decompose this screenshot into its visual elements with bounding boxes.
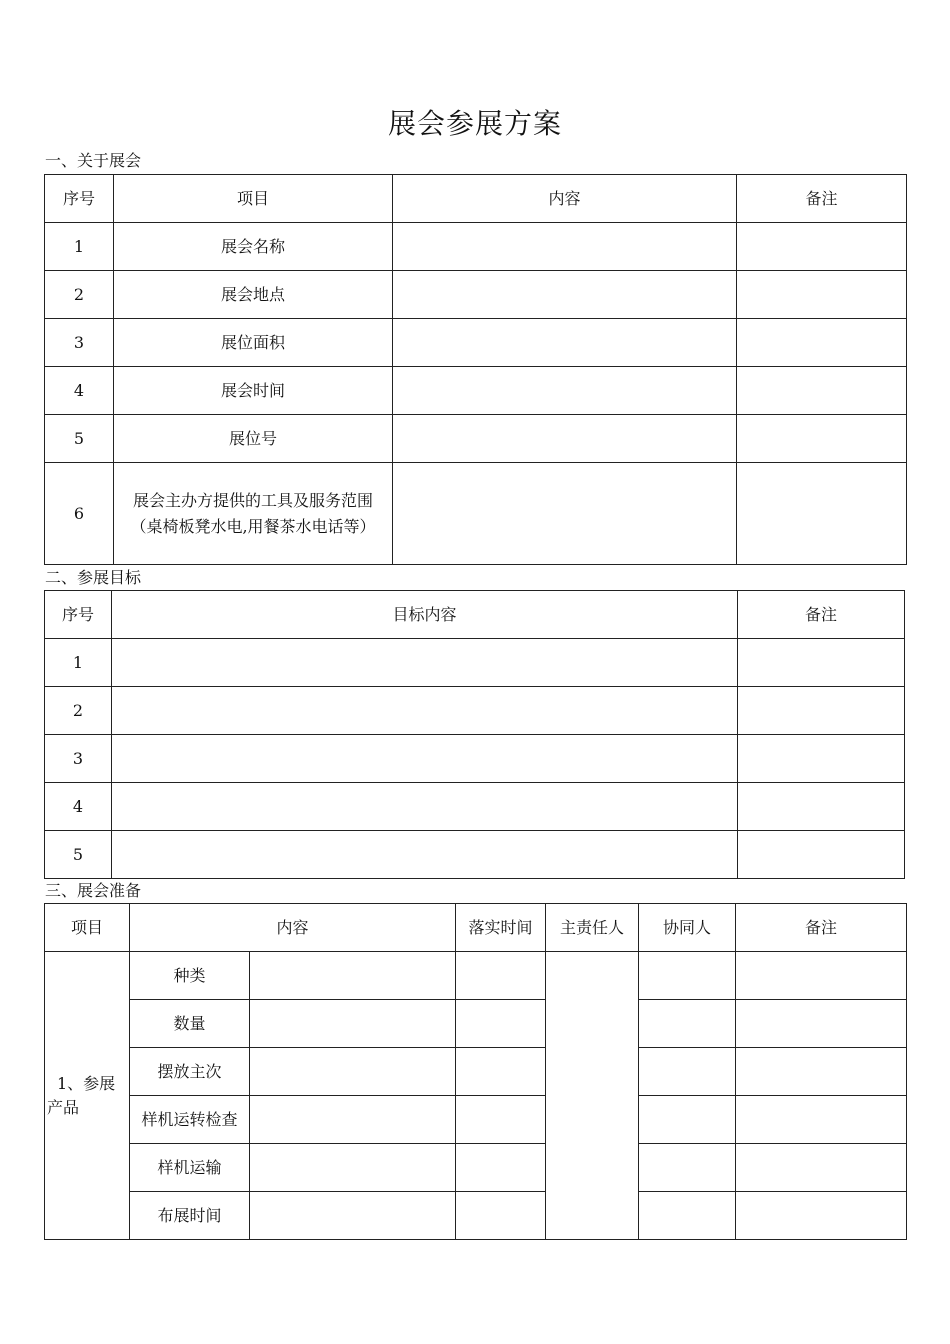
row-number: 4 [45,367,114,415]
table-row [45,831,905,879]
content-cell[interactable] [393,367,737,415]
row-number: 1 [45,639,112,687]
sub-item-label: 布展时间 [130,1192,250,1240]
table-row [45,952,907,1000]
row-number: 3 [45,319,114,367]
table-row [45,1096,907,1144]
row-item: 展会名称 [114,223,393,271]
collaborator-cell[interactable] [639,1096,736,1144]
collaborator-cell[interactable] [639,1192,736,1240]
time-cell[interactable] [456,952,546,1000]
section-1-heading: 一、关于展会 [45,151,142,170]
time-cell[interactable] [456,1192,546,1240]
table-row [45,1192,907,1240]
header-collaborator: 协同人 [639,904,736,952]
content-cell[interactable] [250,1000,456,1048]
row-number: 5 [45,831,112,879]
goal-cell[interactable] [112,735,738,783]
content-cell[interactable] [250,1144,456,1192]
content-cell[interactable] [393,271,737,319]
content-cell[interactable] [393,223,737,271]
row-item: 展会时间 [114,367,393,415]
table-row [45,735,905,783]
remark-cell[interactable] [736,1000,907,1048]
header-remark: 备注 [736,904,907,952]
remark-cell[interactable] [737,415,907,463]
row-number: 2 [45,271,114,319]
sub-item-label: 样机运转检查 [130,1096,250,1144]
table-header-row [45,591,905,639]
table-row [45,415,907,463]
sub-item-label: 样机运输 [130,1144,250,1192]
table-row [45,1000,907,1048]
header-item: 项目 [45,904,130,952]
row-number: 3 [45,735,112,783]
remark-cell[interactable] [736,1192,907,1240]
table-row [45,1048,907,1096]
table-row [45,783,905,831]
table-row [45,367,907,415]
time-cell[interactable] [456,1144,546,1192]
header-goal: 目标内容 [112,591,738,639]
header-item: 项目 [114,175,393,223]
remark-cell[interactable] [737,463,907,565]
remark-cell[interactable] [736,1096,907,1144]
row-number: 4 [45,783,112,831]
table-row [45,223,907,271]
remark-cell[interactable] [737,319,907,367]
remark-cell[interactable] [736,1144,907,1192]
collaborator-cell[interactable] [639,1144,736,1192]
sub-item-label: 摆放主次 [130,1048,250,1096]
document-title: 展会参展方案 [387,107,562,140]
collaborator-cell[interactable] [639,1000,736,1048]
row-number: 5 [45,415,114,463]
remark-cell[interactable] [736,1048,907,1096]
owner-cell[interactable] [546,952,639,1240]
time-cell[interactable] [456,1048,546,1096]
content-cell[interactable] [250,1048,456,1096]
remark-cell[interactable] [737,367,907,415]
time-cell[interactable] [456,1096,546,1144]
content-cell[interactable] [250,1192,456,1240]
section-2-heading: 二、参展目标 [45,568,142,587]
section-2-table [44,590,905,879]
group-label-line-1: 1、参展 [57,1073,116,1093]
row-item: 展位面积 [114,319,393,367]
header-content: 内容 [130,904,456,952]
table-row [45,639,905,687]
table-row [45,271,907,319]
remark-cell[interactable] [737,271,907,319]
header-no: 序号 [45,591,112,639]
row-number: 1 [45,223,114,271]
collaborator-cell[interactable] [639,1048,736,1096]
header-owner: 主责任人 [546,904,639,952]
remark-cell[interactable] [738,831,905,879]
row-item: 展位号 [114,415,393,463]
table-row [45,463,907,565]
section-3-table [44,903,907,1240]
remark-cell[interactable] [736,952,907,1000]
group-label-line-2: 产品 [47,1097,80,1117]
table-header-row [45,175,907,223]
goal-cell[interactable] [112,831,738,879]
remark-cell[interactable] [738,735,905,783]
content-cell[interactable] [393,319,737,367]
time-cell[interactable] [456,1000,546,1048]
table-header-row [45,904,907,952]
row-number: 2 [45,687,112,735]
collaborator-cell[interactable] [639,952,736,1000]
table-row [45,1144,907,1192]
content-cell[interactable] [250,1096,456,1144]
header-no: 序号 [45,175,114,223]
header-content: 内容 [393,175,737,223]
remark-cell[interactable] [738,687,905,735]
table-row [45,687,905,735]
row-item-line-1: 展会主办方提供的工具及服务范围 [132,490,373,510]
section-1-table [44,174,907,565]
sub-item-label: 种类 [130,952,250,1000]
row-item: 展会地点 [114,271,393,319]
content-cell[interactable] [393,415,737,463]
remark-cell[interactable] [737,223,907,271]
content-cell[interactable] [250,952,456,1000]
header-remark: 备注 [738,591,905,639]
content-cell[interactable] [393,463,737,565]
row-item-multiline [114,463,393,565]
section-3-heading: 三、展会准备 [45,881,142,900]
goal-cell[interactable] [112,687,738,735]
sub-item-label: 数量 [130,1000,250,1048]
row-number: 6 [45,463,114,565]
group-label-cell [45,952,130,1240]
table-row [45,319,907,367]
goal-cell[interactable] [112,639,738,687]
row-item-line-2: （桌椅板凳水电,用餐茶水电话等） [130,516,376,536]
goal-cell[interactable] [112,783,738,831]
remark-cell[interactable] [738,783,905,831]
remark-cell[interactable] [738,639,905,687]
header-implement-time: 落实时间 [456,904,546,952]
header-remark: 备注 [737,175,907,223]
